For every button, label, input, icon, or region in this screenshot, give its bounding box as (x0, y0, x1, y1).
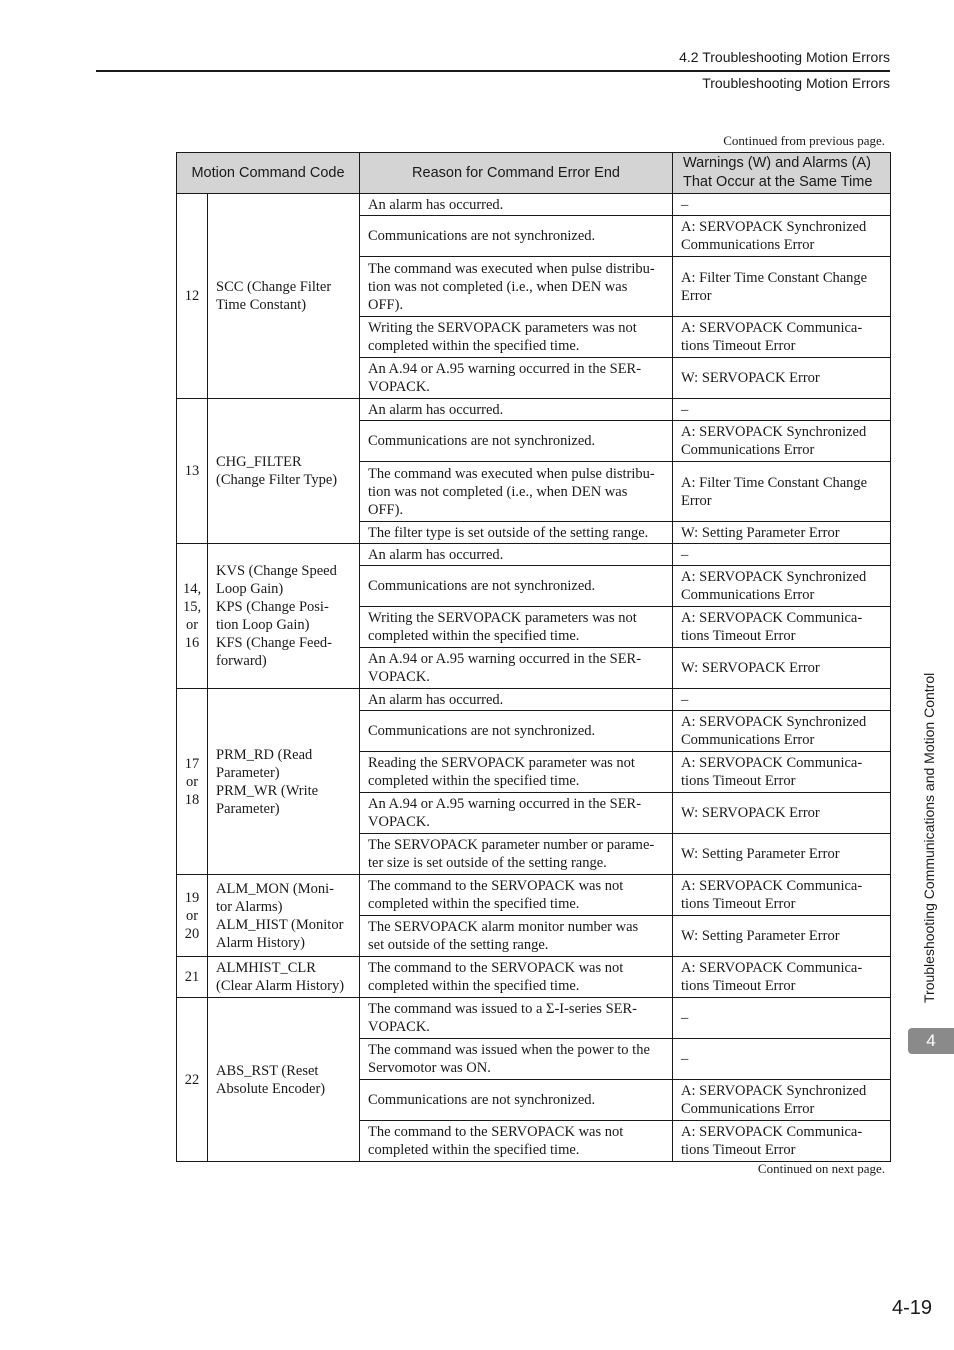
error-reason (360, 998, 673, 1039)
command-code-number (177, 399, 208, 544)
cell-line: The command was issued to a Σ-I-series SER- (368, 1001, 637, 1017)
cell-line: KVS (Change Speed (216, 563, 337, 579)
command-code-number (177, 957, 208, 998)
cell-line: Reading the SERVOPACK parameter was not (368, 755, 635, 771)
table-row (177, 875, 891, 916)
cell-line: A: SERVOPACK Synchronized (681, 1083, 867, 1099)
table-row (177, 998, 891, 1039)
cell-line: An alarm has occurred. (368, 546, 504, 563)
cell-line: – (681, 546, 689, 563)
cell-line: The command to the SERVOPACK was not (368, 1124, 624, 1140)
cell-line: SCC (Change Filter (216, 279, 332, 295)
cell-line: 13 (184, 463, 200, 479)
cell-line: Communications Error (681, 237, 815, 253)
cell-line: ALM_HIST (Monitor (216, 916, 344, 933)
error-reason (360, 462, 673, 522)
command-code-number (177, 544, 208, 689)
cell-line: The command was executed when pulse distribu- (368, 260, 655, 277)
cell-line: VOPACK. (368, 669, 430, 685)
table-body (177, 194, 891, 1162)
error-reason (360, 793, 673, 834)
cell-line: completed within the specified time. (368, 896, 580, 912)
cell-line: tion Loop Gain) (216, 617, 310, 633)
cell-line: An A.94 or A.95 warning occurred in the SER- (368, 361, 642, 377)
cell-line: W: SERVOPACK Error (681, 805, 820, 821)
cell-line: VOPACK. (368, 1019, 430, 1035)
header-warnings-line-2: That Occur at the Same Time (683, 174, 873, 190)
cell-line: (Change Filter Type) (216, 472, 338, 488)
cell-line: OFF). (368, 501, 404, 518)
cell-line: completed within the specified time. (368, 773, 580, 789)
cell-line: completed within the specified time. (368, 1142, 580, 1158)
cell-line: completed within the specified time. (368, 338, 580, 354)
cell-line: tions Timeout Error (681, 338, 796, 354)
continued-on-note: Continued on next page. (757, 1161, 885, 1176)
command-name (208, 998, 360, 1162)
cell-line: Communications Error (681, 587, 815, 603)
warning-alarm (673, 711, 891, 752)
warning-alarm (673, 257, 891, 317)
cell-line: ALM_MON (Moni- (216, 880, 335, 897)
cell-line: The SERVOPACK alarm monitor number was (368, 919, 639, 935)
cell-line: ALMHIST_CLR (216, 960, 316, 976)
cell-line: PRM_RD (Read (216, 746, 313, 763)
cell-line: A: SERVOPACK Communica- (681, 320, 863, 336)
cell-line: completed within the specified time. (368, 978, 580, 994)
cell-line: A: SERVOPACK Communica- (681, 960, 863, 976)
error-reason (360, 317, 673, 358)
section-header: 4.2 Troubleshooting Motion Errors (679, 49, 890, 65)
error-reason (360, 648, 673, 689)
cell-line: An A.94 or A.95 warning occurred in the SER- (368, 651, 642, 667)
cell-line: Communications are not synchronized. (368, 228, 596, 244)
warning-alarm (673, 957, 891, 998)
cell-line: An A.94 or A.95 warning occurred in the SER- (368, 796, 642, 812)
command-code-number (177, 998, 208, 1162)
cell-line: W: Setting Parameter Error (681, 928, 840, 944)
table-row (177, 689, 891, 711)
error-reason (360, 194, 673, 216)
command-name (208, 875, 360, 957)
header-reason: Reason for Command Error End (360, 153, 673, 194)
warning-alarm (673, 566, 891, 607)
error-reason (360, 544, 673, 566)
cell-line: completed within the specified time. (368, 628, 580, 644)
cell-line: Communications are not synchronized. (368, 723, 596, 739)
cell-line: tion was not completed (i.e., when DEN was (368, 483, 628, 500)
error-reason (360, 358, 673, 399)
cell-line: A: Filter Time Constant Change (681, 474, 868, 491)
warning-alarm (673, 1080, 891, 1121)
cell-line: A: SERVOPACK Synchronized (681, 714, 867, 730)
warning-alarm (673, 462, 891, 522)
cell-line: tion was not completed (i.e., when DEN was (368, 278, 628, 295)
cell-line: The command to the SERVOPACK was not (368, 960, 624, 976)
cell-line: or (185, 617, 199, 633)
cell-line: – (681, 691, 689, 708)
page-number: 4-19 (891, 1297, 932, 1319)
cell-line: Parameter) (216, 800, 280, 817)
cell-line: The command was executed when pulse distribu- (368, 465, 655, 482)
error-reason (360, 752, 673, 793)
cell-line: Communications Error (681, 732, 815, 748)
error-reason (360, 566, 673, 607)
chapter-side-label: Troubleshooting Communications and Motion Control (921, 672, 937, 1003)
error-reason (360, 1039, 673, 1080)
cell-line: PRM_WR (Write (216, 782, 319, 799)
command-name (208, 689, 360, 875)
cell-line: Loop Gain) (216, 581, 284, 597)
command-name (208, 399, 360, 544)
warning-alarm (673, 544, 891, 566)
cell-line: Communications Error (681, 1101, 815, 1117)
warning-alarm (673, 648, 891, 689)
warning-alarm (673, 752, 891, 793)
warning-alarm (673, 194, 891, 216)
error-reason (360, 689, 673, 711)
warning-alarm (673, 916, 891, 957)
cell-line: 15, (182, 599, 202, 615)
warning-alarm (673, 216, 891, 257)
cell-line: A: SERVOPACK Communica- (681, 610, 863, 626)
error-reason (360, 875, 673, 916)
table-row (177, 544, 891, 566)
cell-line: CHG_FILTER (216, 454, 302, 470)
cell-line: OFF). (368, 296, 404, 313)
error-reason (360, 607, 673, 648)
cell-line: A: Filter Time Constant Change (681, 269, 868, 286)
table-row (177, 399, 891, 421)
cell-line: The command to the SERVOPACK was not (368, 878, 624, 894)
error-reason (360, 522, 673, 544)
cell-line: The filter type is set outside of the setting range. (368, 524, 649, 541)
warning-alarm (673, 689, 891, 711)
cell-line: tions Timeout Error (681, 896, 796, 912)
error-reason (360, 1121, 673, 1162)
cell-line: 18 (184, 791, 200, 808)
cell-line: ter size is set outside of the setting range. (368, 855, 607, 871)
cell-line: VOPACK. (368, 814, 430, 830)
cell-line: Communications are not synchronized. (368, 578, 596, 594)
cell-line: VOPACK. (368, 379, 430, 395)
cell-line: Parameter) (216, 764, 280, 781)
cell-line: or (185, 773, 199, 790)
cell-line: tions Timeout Error (681, 1142, 796, 1158)
cell-line: – (681, 196, 689, 213)
cell-line: Alarm History) (216, 934, 305, 951)
cell-line: W: SERVOPACK Error (681, 660, 820, 676)
cell-line: – (681, 1010, 689, 1026)
warning-alarm (673, 998, 891, 1039)
cell-line: Communications are not synchronized. (368, 1092, 596, 1108)
cell-line: W: Setting Parameter Error (681, 846, 840, 862)
cell-line: A: SERVOPACK Communica- (681, 878, 863, 894)
cell-line: set outside of the setting range. (368, 937, 549, 953)
header-rule (96, 70, 890, 72)
cell-line: Communications Error (681, 442, 815, 458)
cell-line: 14, (182, 581, 202, 597)
cell-line: Writing the SERVOPACK parameters was not (368, 320, 637, 336)
cell-line: or (185, 907, 199, 924)
cell-line: tions Timeout Error (681, 628, 796, 644)
header-warnings (673, 153, 891, 194)
error-reason (360, 257, 673, 317)
warning-alarm (673, 1121, 891, 1162)
warning-alarm (673, 522, 891, 544)
command-code-number (177, 194, 208, 399)
cell-line: Communications are not synchronized. (368, 433, 596, 449)
cell-line: An alarm has occurred. (368, 401, 504, 418)
cell-line: Servomotor was ON. (368, 1060, 491, 1076)
warning-alarm (673, 317, 891, 358)
warning-alarm (673, 793, 891, 834)
error-reason (360, 1080, 673, 1121)
command-name (208, 194, 360, 399)
cell-line: 20 (184, 925, 200, 942)
cell-line: tions Timeout Error (681, 773, 796, 789)
cell-line: Writing the SERVOPACK parameters was not (368, 610, 637, 626)
command-code-number (177, 689, 208, 875)
warning-alarm (673, 875, 891, 916)
cell-line: – (681, 1051, 689, 1067)
continued-from-note: Continued from previous page. (723, 133, 885, 148)
table-row (177, 194, 891, 216)
command-name (208, 957, 360, 998)
chapter-tab: 4 (908, 1028, 954, 1054)
cell-line: tor Alarms) (216, 898, 283, 915)
cell-line: Absolute Encoder) (216, 1080, 326, 1097)
warning-alarm (673, 1039, 891, 1080)
cell-line: – (681, 401, 689, 418)
table-row (177, 957, 891, 998)
cell-line: Error (681, 287, 712, 304)
cell-line: 22 (184, 1071, 200, 1088)
command-name (208, 544, 360, 689)
error-reason (360, 916, 673, 957)
cell-line: A: SERVOPACK Synchronized (681, 219, 867, 235)
warning-alarm (673, 834, 891, 875)
warning-alarm (673, 399, 891, 421)
cell-line: W: SERVOPACK Error (681, 370, 820, 386)
cell-line: Time Constant) (216, 297, 307, 313)
cell-line: ABS_RST (Reset (216, 1062, 319, 1079)
warning-alarm (673, 607, 891, 648)
cell-line: An alarm has occurred. (368, 691, 504, 708)
cell-line: tions Timeout Error (681, 978, 796, 994)
cell-line: 16 (184, 635, 200, 651)
warning-alarm (673, 358, 891, 399)
header-code: Motion Command Code (177, 153, 360, 194)
cell-line: The SERVOPACK parameter number or parame- (368, 837, 655, 853)
cell-line: Error (681, 492, 712, 509)
cell-line: A: SERVOPACK Communica- (681, 755, 863, 771)
warning-alarm (673, 421, 891, 462)
header-warnings-line-1: Warnings (W) and Alarms (A) (683, 155, 872, 171)
cell-line: 12 (184, 288, 200, 304)
cell-line: 19 (184, 889, 200, 906)
cell-line: forward) (216, 653, 267, 669)
cell-line: 21 (184, 969, 200, 985)
subsection-header: Troubleshooting Motion Errors (702, 75, 890, 91)
error-reason (360, 421, 673, 462)
error-reason (360, 711, 673, 752)
cell-line: A: SERVOPACK Synchronized (681, 424, 867, 440)
error-reason (360, 399, 673, 421)
error-reason (360, 957, 673, 998)
cell-line: 17 (184, 755, 200, 772)
cell-line: A: SERVOPACK Communica- (681, 1124, 863, 1140)
cell-line: (Clear Alarm History) (216, 978, 345, 994)
error-reason (360, 216, 673, 257)
cell-line: W: Setting Parameter Error (681, 524, 840, 541)
motion-error-table (176, 152, 891, 1162)
cell-line: KFS (Change Feed- (216, 635, 332, 651)
cell-line: An alarm has occurred. (368, 196, 504, 213)
table-header-row (177, 153, 891, 194)
command-code-number (177, 875, 208, 957)
cell-line: A: SERVOPACK Synchronized (681, 569, 867, 585)
cell-line: KPS (Change Posi- (216, 599, 329, 615)
cell-line: The command was issued when the power to the (368, 1042, 650, 1058)
error-reason (360, 834, 673, 875)
